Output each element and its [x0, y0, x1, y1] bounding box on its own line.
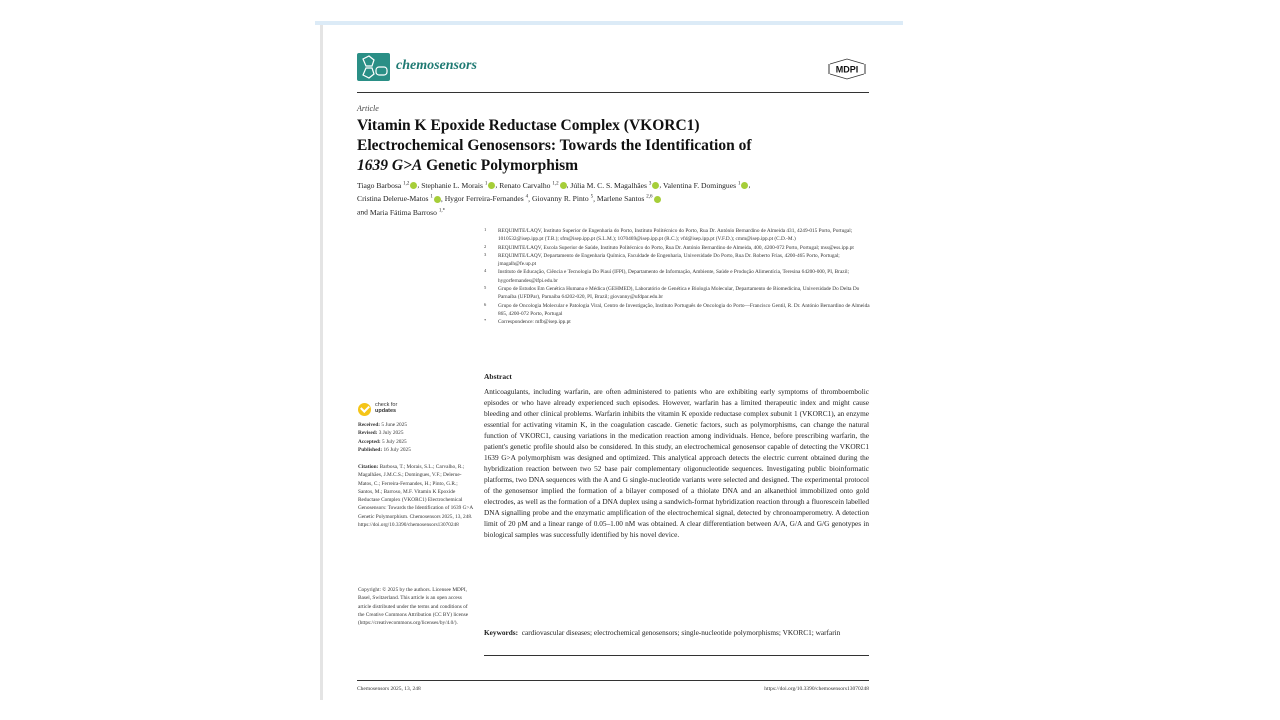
affiliation-text: Grupo de Oncologia Molecular e Patologia Viral, Centro de Investigação, Instituto Português de Oncologia do Porto—Francisco Gentil, R. Dr. António Bernardino de Almeida 865, 4200-072 Porto, Portugal	[498, 302, 870, 317]
journal-name: chemosensors	[396, 58, 477, 73]
date-label: Revised:	[358, 430, 379, 437]
date-item	[358, 429, 473, 437]
orcid-icon[interactable]	[654, 196, 661, 203]
author-separator: ,	[659, 180, 664, 190]
affiliation-number: 6	[484, 301, 487, 307]
author-separator: ,	[748, 180, 751, 190]
publication-dates	[358, 421, 473, 454]
publisher-name: MDPI	[835, 64, 859, 75]
journal-logo-icon	[357, 53, 390, 81]
orcid-icon[interactable]	[560, 182, 567, 189]
title-line-3	[357, 156, 877, 176]
mdpi-logo-icon	[826, 58, 868, 80]
footer-divider	[357, 680, 869, 681]
author-separator: ,	[566, 180, 571, 190]
date-label: Published:	[358, 446, 384, 453]
keywords	[484, 627, 869, 638]
affiliation-item	[484, 318, 874, 326]
affiliation-item	[484, 268, 874, 285]
author-separator: ,	[495, 180, 500, 190]
author-name[interactable]: Júlia M. C. S. Magalhães $^3$	[570, 180, 652, 190]
date-value: 16 July 2025	[383, 446, 411, 453]
authors-connector: and	[357, 207, 370, 217]
author-name[interactable]: Valentina F. Domingues $^1$	[663, 180, 741, 190]
affiliation-text: Grupo de Estudos Em Genética Humana e Médica (GEHMED), Laboratório de Genética e Biologia Molecular, Departamento de Biomedicina, Universidade Do Delta Do Parnaíba (UFDPar), Parnaíba 64202-020, PI, Brazil; giovanny@ufdpar.edu.br	[498, 286, 860, 301]
author-affiliation-ref: 1	[430, 194, 433, 200]
author-affiliation-ref: 1,*	[438, 208, 446, 214]
affiliation-item	[484, 227, 874, 244]
title-line-2: Electrochemical Genosensors: Towards the Identification of	[357, 137, 752, 154]
citation-block	[358, 463, 473, 529]
author-affiliation-ref: 5	[590, 194, 594, 200]
affiliation-item	[484, 244, 874, 252]
citation-label: Citation:	[358, 464, 379, 470]
date-value: 3 July 2025	[378, 430, 404, 437]
date-label: Received:	[358, 422, 382, 428]
author-list	[357, 178, 877, 219]
author-affiliation-ref: 1	[484, 181, 488, 186]
date-value: 5 July 2025	[381, 438, 407, 445]
author-affiliation-ref: 3	[648, 181, 652, 186]
affiliation-text: Correspondence: mfb@isep.ipp.pt	[498, 319, 571, 326]
affiliation-text: Instituto de Educação, Ciência e Tecnologia Do Piauí (IFPI), Departamento de Informação, Ambiente, Saúde e Produção Alimentícia, Teresina 64200-000, PI, Brazil; hygorfernandes@ifpi.edu.br	[498, 269, 850, 284]
affiliation-item	[484, 252, 874, 269]
date-item	[358, 446, 473, 454]
affiliation-number: 1	[484, 227, 487, 232]
author-separator: ,	[528, 194, 532, 204]
author-affiliation-ref: 2,6	[646, 194, 653, 200]
affiliation-item	[484, 302, 874, 319]
author-name[interactable]: Giovanny R. Pinto $^5$	[531, 194, 594, 204]
author-separator: ,	[417, 180, 422, 190]
title-polymorphism-id: 1639 G>A	[357, 157, 423, 174]
date-value: 5 June 2025	[381, 422, 407, 428]
citation-text: Barbosa, T.; Morais, S.L.; Carvalho, R.; Magalhães, J.M.C.S.; Domingues, V.F.; Delerue-Matos, C.; Ferreira-Fernandes, H.; Pinto, G.R.; Santos, M.; Barroso, M.F. Vitamin K Epoxide Reductase Complex (VKORC1) Electrochemical Genosensors: Towards the Identification of 1639 G>A Genetic Polymorphism. Chemosensors 2025, 13, 248. https://doi.org/10.3390/chemosensors13070248	[358, 464, 473, 529]
article-type-label: Article	[357, 104, 379, 113]
affiliation-number: 3	[484, 251, 487, 257]
author-name[interactable]: Tiago Barbosa $^{1,2}$	[357, 180, 410, 190]
footer-doi-link[interactable]: https://doi.org/10.3390/chemosensors13070248	[764, 686, 869, 692]
orcid-icon[interactable]	[434, 196, 441, 203]
footer-journal-ref: Chemosensors 2025, 13, 248	[357, 686, 421, 692]
check-updates-line2: updates	[375, 408, 397, 414]
author-name[interactable]: Marlene Santos $^{2,6}$	[596, 194, 653, 204]
check-updates-icon	[358, 403, 371, 416]
author-separator: ,	[593, 194, 597, 204]
affiliation-number: *	[484, 318, 487, 324]
title-line-3-rest: Genetic Polymorphism	[422, 157, 579, 174]
author-affiliation-ref: 1,2	[552, 181, 559, 186]
author-affiliation-ref: 1	[737, 181, 741, 186]
affiliation-text: REQUIMTE/LAQV, Departamento de Engenharia Química, Faculdade de Engenharia, Universidade Do Porto, Rua Dr. Roberto Frias, 4200-465 Porto, Portugal; jmagalh@fe.up.pt	[498, 252, 840, 268]
author-name[interactable]: Renato Carvalho $^{1,2}$	[499, 180, 559, 190]
abstract-heading: Abstract	[484, 372, 512, 381]
check-updates-line1: check for	[375, 402, 398, 408]
copyright-notice: Copyright: © 2025 by the authors. Licensee MDPI, Basel, Switzerland. This article is an open access article distributed under the terms and conditions of the Creative Commons Attribution (CC BY) license (https://creativecommons.org/licenses/by/4.0/).	[358, 587, 469, 627]
affiliation-number: 2	[484, 243, 487, 249]
affiliation-number: 4	[484, 268, 487, 274]
affiliations-list	[484, 227, 874, 327]
header-divider	[357, 92, 869, 93]
keywords-divider	[484, 655, 869, 656]
abstract-text: Anticoagulants, including warfarin, are often administered to patients who are exhibiting early symptoms of thromboembolic episodes or who have already experienced such episodes. However, warfarin has a limited therapeutic index and might cause bleeding and other clinical problems. Warfarin inhibits the vitamin K epoxide reductase complex subunit 1 (VKORC1), an enzyme essential for activating vitamin K, in the coagulation cascade. Genetic factors, such as polymorphisms, can change the natural function of VKORC1, causing variations in the medication reaction among individuals. Hence, before prescribing warfarin, the patient's genetic profile should also be considered. In this study, an electrochemical genosensor capable of detecting the VKORC1 1639 G>A polymorphism was designed and optimized. This analytical approach detects the electric current obtained during the hybridization reaction between two 52 base pair complementary oligonucleotide sequences. Investigating public bioinformatic platforms, two DNA sequences with the A and G single-nucleotide variants were selected and designed. The experimental protocol of the genosensor implied the formation of a bilayer composed of a thiolate DNA and an alkanethiol immobilized onto gold electrodes, as well as the formation of a DNA duplex using a sandwich-format hybridization reaction through a fluorescein labelled DNA signalling probe and the enzymatic amplification of the electrochemical signal, detected by chronoamperometry. A detection limit of 20 pM and a linear range of 0.05–1.00 nM was obtained. A clear differentiation between A/A, G/A and G/G genotypes in biological samples was successfully identified by his novel device.	[484, 387, 869, 539]
keywords-label: Keywords:	[484, 628, 519, 637]
title-line-1: Vitamin K Epoxide Reductase Complex (VKORC1)	[357, 117, 700, 134]
author-affiliation-ref: 1,2	[403, 181, 410, 186]
paper-title	[357, 116, 877, 176]
date-label: Accepted:	[358, 438, 382, 445]
affiliation-number: 5	[484, 285, 487, 291]
date-item	[358, 438, 473, 446]
affiliation-text: REQUIMTE/LAQV, Instituto Superior de Engenharia do Porto, Instituto Politécnico do Porto, Rua Dr. António Bernardino de Almeida 431, 4249-015 Porto, Portugal; 1010532@isep.ipp.pt (T.B.); sfm@isep.ipp.pt (S.L.M.); 1070469@isep.ipp.pt (R.C.); vfd@isep.ipp.pt (V.F.D.); cmm@isep.ipp.pt (C.D.-M.)	[498, 228, 853, 243]
keywords-text: cardiovascular diseases; electrochemical genosensors; single-nucleotide polymorphisms; VKORC1; warfarin	[521, 628, 841, 637]
date-item	[358, 421, 473, 429]
author-name[interactable]: Cristina Delerue-Matos $^1$	[357, 194, 433, 204]
affiliation-item	[484, 285, 874, 302]
author-name[interactable]: Maria Fátima Barroso $^{1,*}$	[369, 207, 446, 217]
author-affiliation-ref: 4	[525, 194, 529, 200]
affiliation-text: REQUIMTE/LAQV, Escola Superior de Saúde, Instituto Politécnico do Porto, Rua Dr. António Bernardino de Almeida, 400, 4200-072 Porto, Portugal; mss@ess.ipp.pt	[498, 244, 854, 251]
author-name[interactable]: Stephanie L. Morais $^1$	[421, 180, 488, 190]
author-name[interactable]: Hygor Ferreira-Fernandes $^4$	[444, 194, 529, 204]
author-separator: ,	[440, 194, 445, 204]
